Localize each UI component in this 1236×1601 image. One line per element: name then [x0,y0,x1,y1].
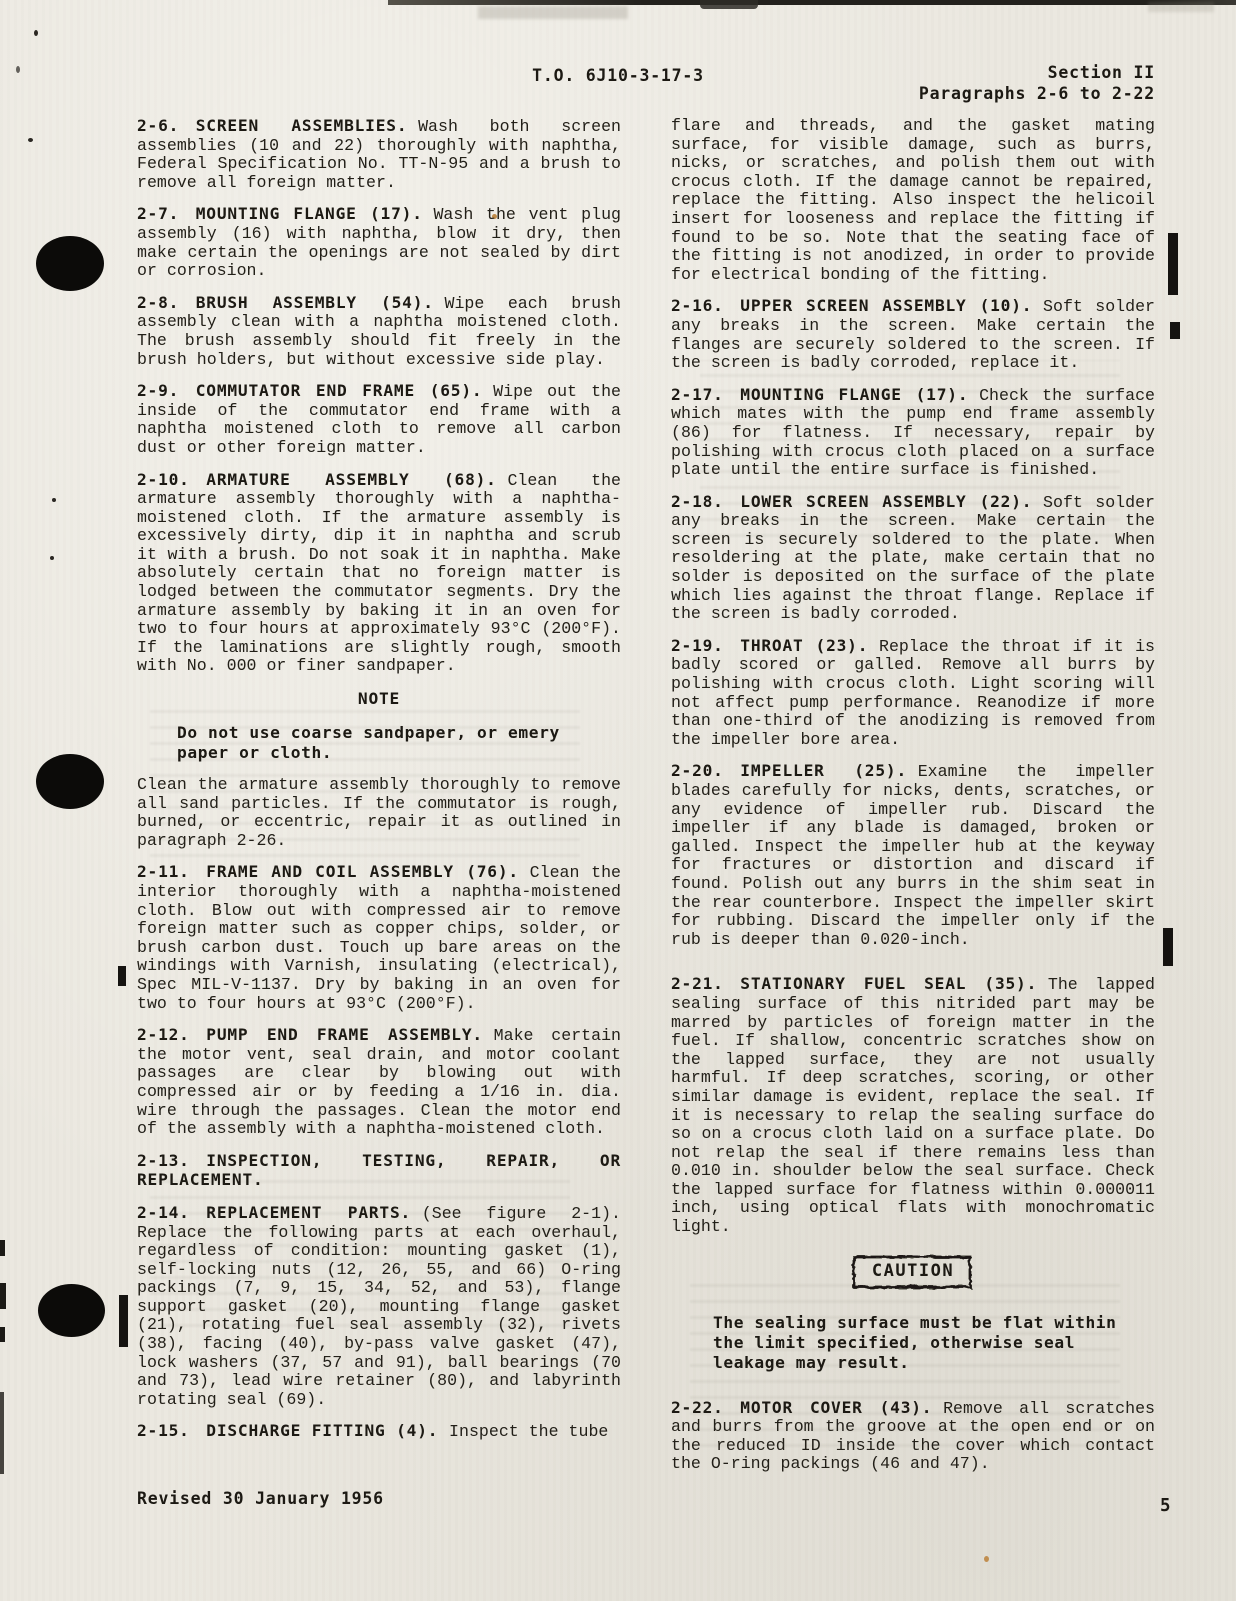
scan-smudge [1148,2,1214,12]
scan-edge-mark [0,1240,5,1256]
paragraph-title: COMMUTATOR END FRAME (65). [195,381,483,401]
paragraph-number: 2-12. [137,1025,190,1045]
scan-speck [50,556,54,560]
scan-speck [28,138,33,142]
section-label: Section II [1047,63,1155,82]
paragraph-continuation [137,776,621,850]
paragraph-title: MOUNTING FLANGE (17). [195,204,423,224]
scan-edge-top [388,0,1236,5]
paragraph-body: Clean the armature assembly thoroughly to remove all sand particles. If the commutator is rough, burned, or eccentric, repair it as outlined in paragraph 2-26. [137,775,621,850]
paragraph-number: 2-22. [671,1397,724,1417]
paragraph-body: Wipe each brush assembly clean with a naphtha moistened cloth. The brush assembly should fit freely in the brush holders, but without excessive side play. [137,293,621,369]
scan-edge-mark [0,1327,5,1342]
paragraph-2-15 [137,1422,621,1442]
scan-speck [34,30,38,36]
paragraph-title: INSPECTION, TESTING, REPAIR, OR REPLACEMENT. [137,1150,621,1190]
caution-body: The sealing surface must be flat within the limit specified, otherwise seal leakage may result. [713,1312,1117,1372]
note-label: NOTE [357,689,401,709]
paragraph-number: 2-10. [137,469,190,489]
paragraph-title: SCREEN ASSEMBLIES. [195,116,408,135]
paragraph-number: 2-13. [137,1150,190,1170]
paragraph-number: 2-16. [671,296,724,316]
change-bar [118,966,126,986]
paragraph-2-7 [137,205,621,280]
paragraph-body: Soft solder any breaks in the screen. Make certain the flanges are securely soldered to the screen. If the screen is badly corroded, replace it. [671,297,1155,373]
paragraph-title: THROAT (23). [740,635,869,655]
caution-block [671,1251,1155,1373]
scan-speck [52,498,56,502]
paragraph-2-18 [671,493,1155,624]
note-body: Do not use coarse sandpaper, or emery paper or cloth. [177,723,560,763]
paragraph-body: Wipe out the inside of the commutator end frame with a naphtha moistened cloth to remove all carbon dust or other foreign matter. [137,382,621,457]
paragraph-title: IMPELLER (25). [740,761,907,781]
paragraph-2-19 [671,637,1155,750]
scan-edge-blob [700,0,758,9]
paragraph-number: 2-14. [137,1202,190,1222]
scan-edge-mark [0,1392,4,1474]
paragraph-body: Clean the armature assembly thoroughly with a naphtha-moistened cloth. If the armature assembly is excessively dirty, dip it in naphtha and scrub it with a brush. Do not soak it in naphtha. Make absolutely certain that no foreign matter is lodged between the commutator segments. Dry the armature assembly by baking it in an oven for two to four hours at approximately 93°C (200°F). If the laminations are slightly rough, smooth with No. 000 or finer sandpaper. [137,470,621,676]
paragraph-2-21 [671,975,1155,1236]
paragraph-2-10 [137,471,621,677]
paragraph-number: 2-15. [137,1421,190,1441]
paragraph-number: 2-9. [137,381,180,401]
paragraph-2-14 [137,1204,621,1410]
paragraph-body: Check the surface which mates with the pump end frame assembly (86) for flatness. If necessary, repair by polishing with crocus cloth placed on a surface plate until the entire surface is finished. [671,385,1155,480]
paragraph-body: Remove all scratches and burrs from the groove at the open end or on the reduced ID inside the cover which contact the O-ring packings (46 and 47). [671,1398,1155,1474]
punch-hole [38,1284,105,1337]
scan-speck [16,66,20,73]
paragraph-title: MOUNTING FLANGE (17). [740,384,969,404]
paragraph-number: 2-6. [137,116,180,135]
paragraph-title: UPPER SCREEN ASSEMBLY (10). [740,296,1033,316]
paragraph-2-9 [137,382,621,457]
paragraph-number: 2-20. [671,761,724,781]
paragraph-continuation [671,117,1155,284]
paragraph-title: MOTOR COVER (43). [740,1397,933,1417]
paragraph-title: REPLACEMENT PARTS. [206,1202,412,1222]
paragraph-number: 2-21. [671,974,724,994]
paragraph-body: Make certain the motor vent, seal drain, and motor coolant passages are clear by blowing out with compressed air or by feeding a 1/16 in. dia. wire through the passages. Clean the motor end of the assembly with a naphtha-moistened cloth. [137,1026,621,1139]
paragraph-2-20 [671,762,1155,949]
left-column [137,117,621,1455]
paragraph-2-11 [137,863,621,1013]
paragraph-2-6 [137,117,621,192]
paragraph-2-8 [137,294,621,369]
paragraph-body: Wash both screen assemblies (10 and 22) thoroughly with naphtha, Federal Specification No. TT-N-95 and a brush to remove all foreign matter. [137,117,622,192]
paragraph-title: PUMP END FRAME ASSEMBLY. [206,1025,483,1045]
change-bar [1163,928,1173,966]
paragraph-title: LOWER SCREEN ASSEMBLY (22). [740,491,1033,511]
technical-order-number: T.O. 6J10-3-17-3 [532,66,704,85]
paragraph-body: flare and threads, and the gasket mating surface, for visible damage, such as burrs, nicks, or scratches, and polish them out with crocus cloth. If the damage cannot be repaired, replace the fitting. Also inspect the helicoil insert for looseness and replace the fitting if found to be so. Note that the seating face of the fitting is not anodized, in order to provide for electrical bonding of the fitting. [671,116,1155,284]
scan-edge-mark [0,1283,6,1309]
paragraph-2-12 [137,1026,621,1139]
paragraph-body: Wash the vent plug assembly (16) with naphtha, blow it dry, then make certain the openings are not sealed by dirt or corrosion. [137,205,621,281]
paragraph-number: 2-11. [137,862,190,882]
paragraph-number: 2-18. [671,491,724,511]
paragraph-number: 2-19. [671,635,724,655]
paragraph-2-22 [671,1399,1155,1474]
punch-hole [36,754,104,809]
paragraph-body: Inspect the tube [449,1422,609,1442]
paragraph-title: BRUSH ASSEMBLY (54). [195,292,434,312]
paragraph-2-17 [671,386,1155,480]
caution-label: CAUTION [871,1260,955,1281]
scan-smudge [478,6,628,19]
paragraph-body: Examine the impeller blades carefully for nicks, dents, scratches, or any evidence of impeller rub. Discard the impeller if any blade is damaged, broken or galled. Inspect the impeller hub at the keyway for fractures or distortion and discard if found. Polish out any burrs in the shim seat in the rear counterbore. Inspect the impeller skirt for rubbing. Discard the impeller only if the rub is deeper than 0.020-inch. [671,762,1155,949]
paragraph-body: Replace the throat if it is badly scored or galled. Remove all burrs by polishing with crocus cloth. Light scoring will not affect pump performance. Reanodize if more than one-third of the anodizing is removed from the impeller bore area. [671,636,1155,749]
revision-date: Revised 30 January 1956 [137,1489,384,1508]
paragraph-title: DISCHARGE FITTING (4). [206,1421,439,1441]
punch-hole [36,236,104,291]
page-number: 5 [1160,1496,1172,1516]
change-bar [1170,322,1180,339]
paragraph-2-13 [137,1152,621,1191]
note-block [137,689,621,763]
paragraph-number: 2-7. [137,204,180,224]
paragraph-body: The lapped sealing surface of this nitrided part may be marred by particles of foreign matter in the fuel. If shallow, concentric scratches show on the lapped surface, they are not usually harmful. If deep scratches, scoring, or other similar damage is evident, replace the seal. If it is necessary to relap the sealing surface do so on a crocus cloth laid on a surface plate. Do not relap the seal if there remains less than 0.010 in. shoulder below the seal surface. Check the lapped surface for flatness within 0.000011 inch, using optical flats with monochromatic light. [671,975,1155,1237]
paragraph-body: Soft solder any breaks in the screen. Make certain the screen is securely soldered to the plate. When resoldering at the plate, make certain that no solder is deposited on the surface of the plate which lies against the throat flange. Replace if the screen is badly corroded. [671,492,1155,624]
paragraph-2-16 [671,297,1155,372]
paragraph-body: (See figure 2-1). Replace the following parts at each overhaul, regardless of condition: mounting gasket (1), self-locking nuts (12, 26, 55, and 66) O-ring packings (7, 9, 15, 34, 52, and 53), flange support gasket (20), mounting flange gasket (21), rotating fuel seal assembly (32), rivets (38), facing (40), by-pass valve gasket (47), lock washers (37, 57 and 91), ball bearings (70 and 73), lead wire retainer (80), and labyrinth rotating seal (69). [137,1203,621,1409]
paragraph-range: Paragraphs 2-6 to 2-22 [918,84,1155,103]
change-bar [119,1295,128,1347]
right-column [671,117,1155,1487]
paragraph-title: STATIONARY FUEL SEAL (35). [740,974,1038,994]
paragraph-body: Clean the interior thoroughly with a naphtha-moistened cloth. Blow out with compressed air to remove foreign matter such as copper chips, solder, or brush carbon dust. Touch up bare areas on the windings with Varnish, insulating (electrical), Spec MIL-V-1137. Dry by baking in an oven for two to four hours at 93°C (200°F). [137,863,621,1013]
paragraph-title: FRAME AND COIL ASSEMBLY (76). [206,862,519,882]
paragraph-title: ARMATURE ASSEMBLY (68). [206,469,497,489]
paragraph-number: 2-8. [137,292,180,312]
paragraph-number: 2-17. [671,384,724,404]
scan-speck [984,1556,989,1562]
caution-box [847,1251,979,1297]
change-bar [1168,233,1178,295]
